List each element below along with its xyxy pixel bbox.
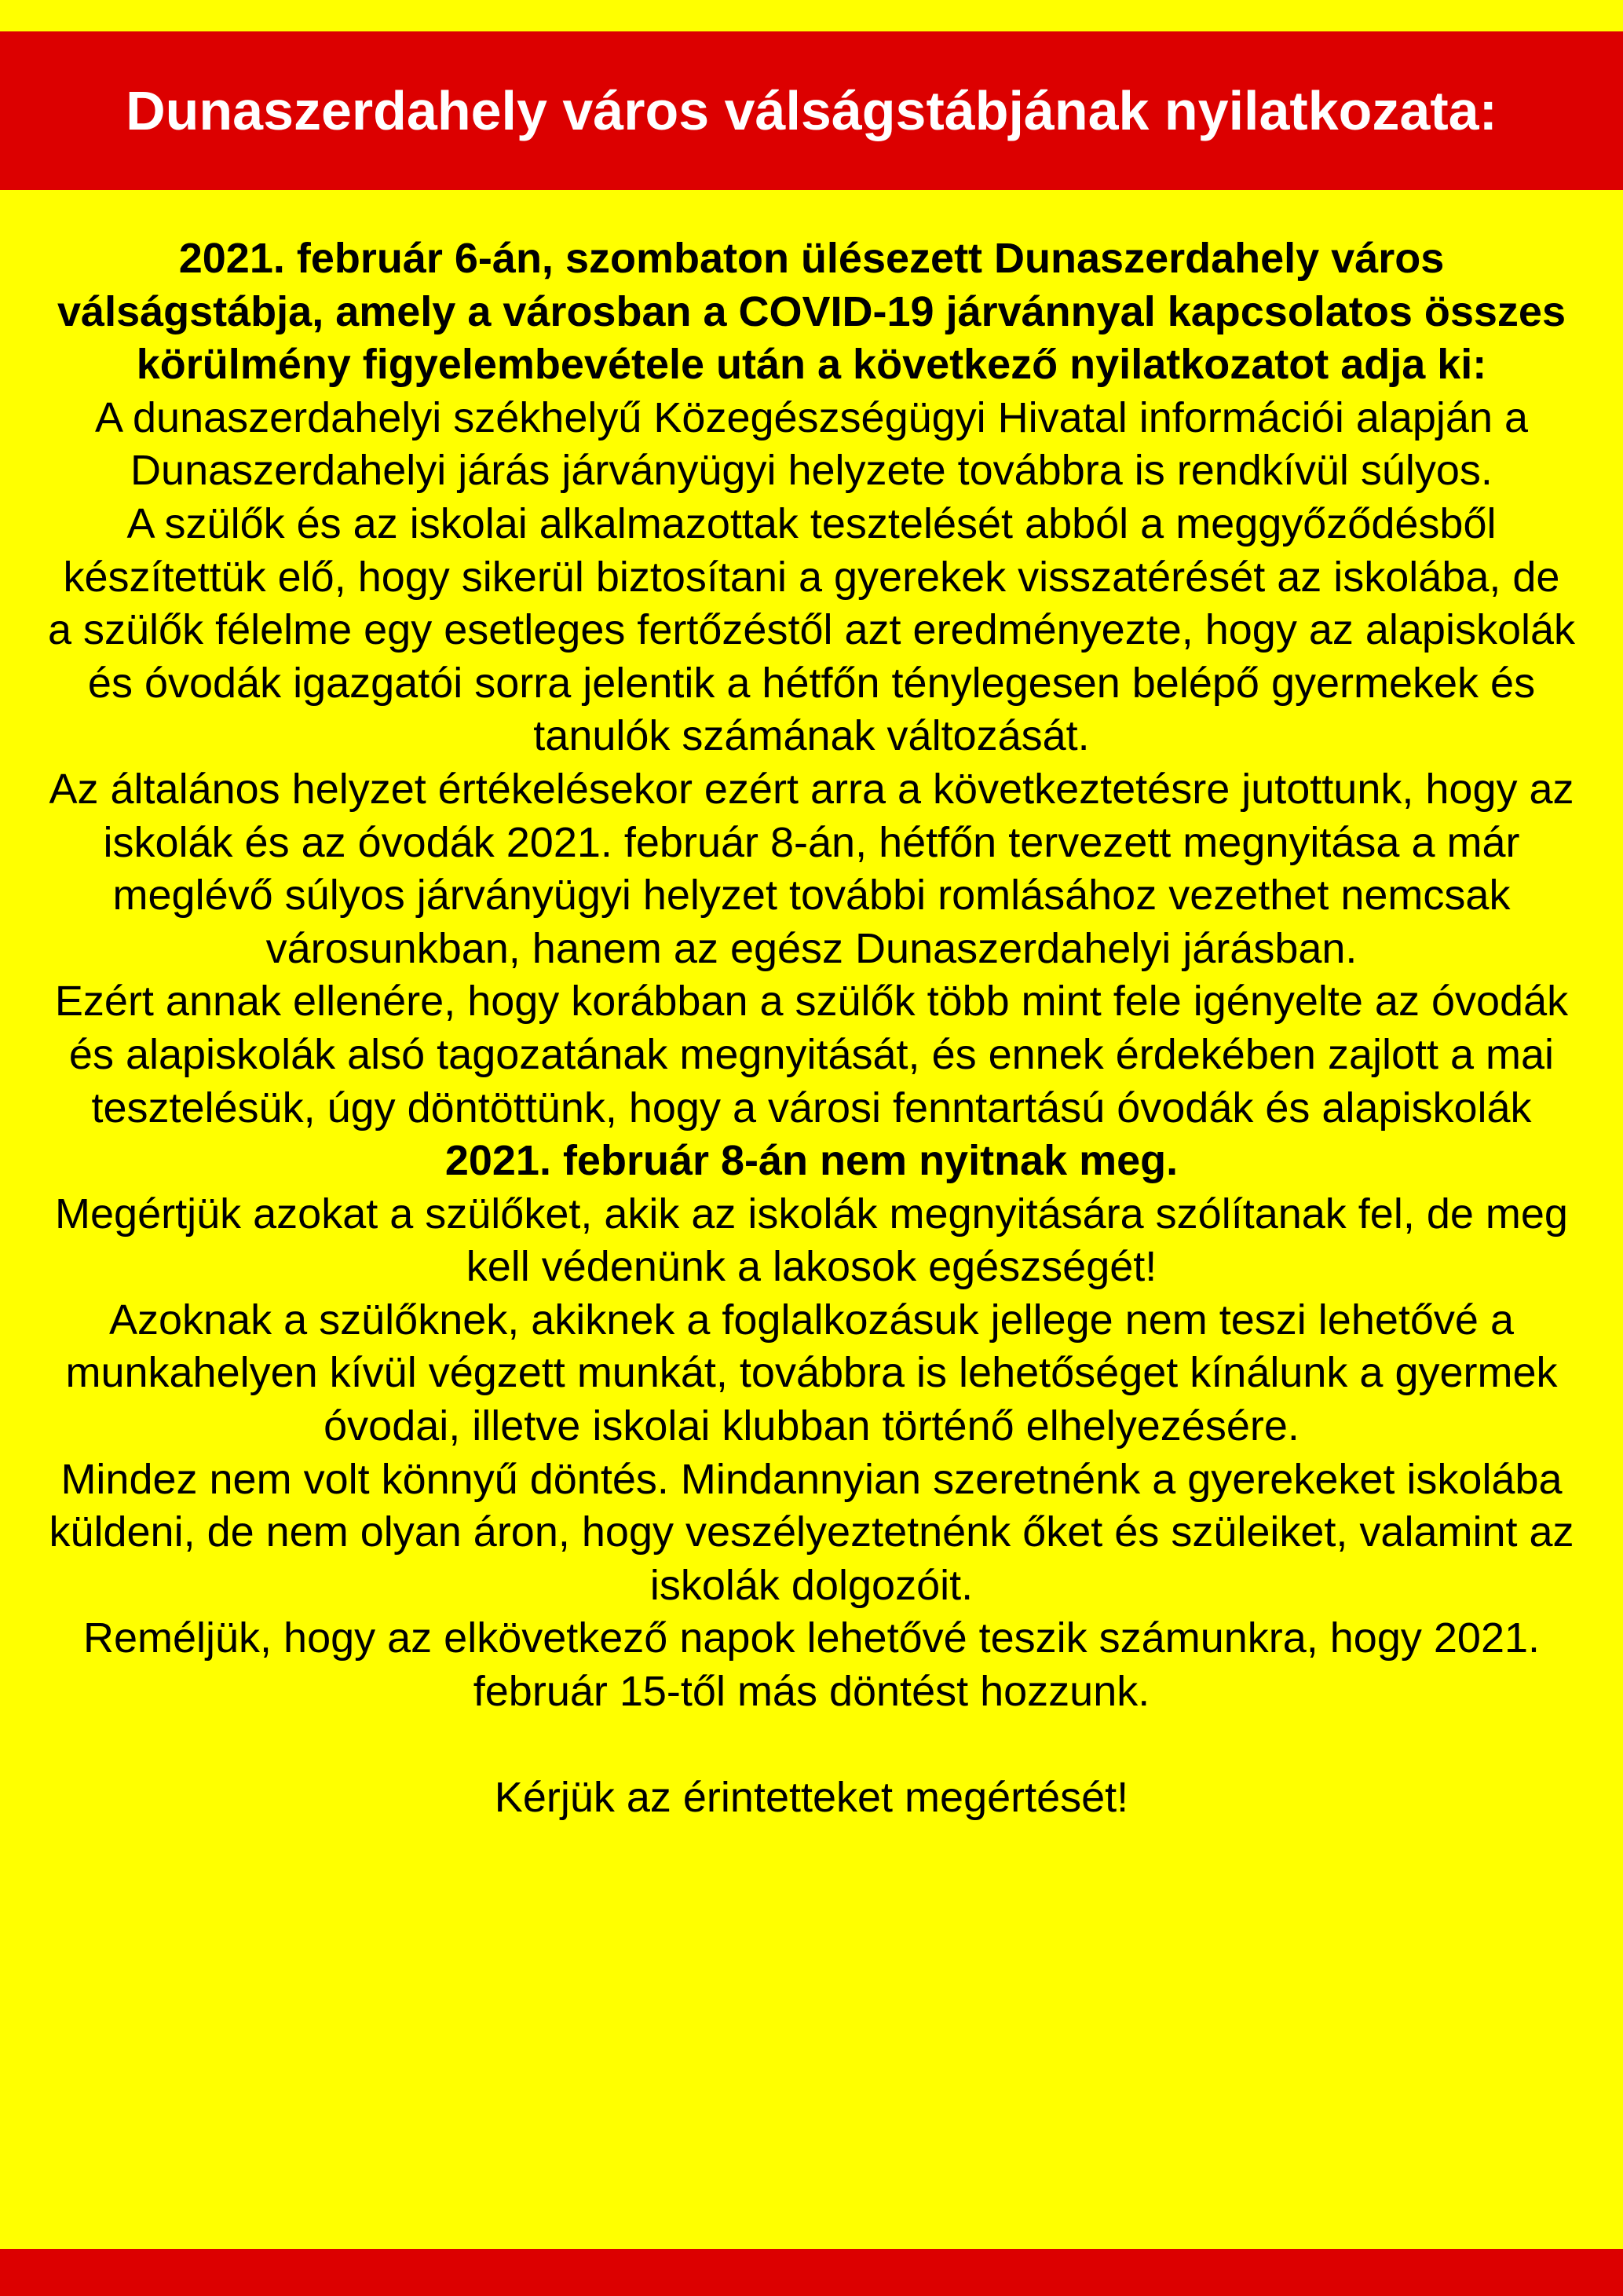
paragraph-club-offer: Azoknak a szülőknek, akiknek a foglalkozásuk jellege nem teszi lehetővé a munkahelyen kívül végzett munkát, továbbra is lehetőséget kínálunk a gyermek óvodai, illetve iskolai klubban történő elhelyezésére. — [65, 1296, 1558, 1450]
page-title: Dunaszerdahely város válságstábjának nyilatkozata: — [126, 80, 1497, 141]
header-banner — [0, 31, 1623, 190]
decision-bold-text: 2021. február 8-án nem nyitnak meg. — [444, 1137, 1179, 1185]
paragraph-situation: A dunaszerdahelyi székhelyű Közegészségügyi Hivatal információi alapján a Dunaszerdahelyi járás járványügyi helyzete továbbra is rendkívül súlyos. — [94, 393, 1529, 495]
footer-banner — [0, 2249, 1623, 2296]
statement-body — [47, 232, 1576, 1824]
decision-text: Ezért annak ellenére, hogy korábban a szülők több mint fele igényelte az óvodák és alapiskolák alsó tagozatának megnyitását, és ennek érdekében zajlott a mai tesztelésük, úgy döntöttünk, hogy a városi fenntartású óvodák és alapiskolák — [54, 978, 1569, 1132]
closing-line: Kérjük az érintetteket megértését! — [494, 1773, 1129, 1821]
paragraph-hope: Reméljük, hogy az elkövetkező napok lehetővé teszik számunkra, hogy 2021. február 15-től más döntést hozzunk. — [82, 1614, 1541, 1716]
intro-paragraph: 2021. február 6-án, szombaton ülésezett Dunaszerdahely város válságstábja, amely a városban a COVID-19 járvánnyal kapcsolatos összes körülmény figyelembevétele után a következő nyilatkozatot adja ki: — [57, 235, 1566, 389]
paragraph-understanding: Megértjük azokat a szülőket, akik az iskolák megnyitására szólítanak fel, de meg kell védenünk a lakosok egészségét! — [55, 1190, 1568, 1291]
paragraph-difficult-decision: Mindez nem volt könnyű döntés. Mindannyian szeretnénk a gyerekeket iskolába küldeni, de nem olyan áron, hogy veszélyeztetnénk őket és szüleiket, valamint az iskolák dolgozóit. — [49, 1455, 1574, 1609]
paragraph-decision — [47, 975, 1576, 1187]
paragraph-testing: A szülők és az iskolai alkalmazottak tesztelését abból a meggyőződésből készítettük elő, hogy sikerül biztosítani a gyerekek visszatérését az iskolába, de a szülők félelme egy esetleges fertőzéstől azt eredményezte, hogy az alapiskolák és óvodák igazgatói sorra jelentik a hétfőn ténylegesen belépő gyermekek és tanulók számának változását. — [47, 499, 1576, 760]
paragraph-assessment: Az általános helyzet értékelésekor ezért arra a következtetésre jutottunk, hogy az iskolák és az óvodák 2021. február 8-án, hétfőn tervezett megnyitása a már meglévő súlyos járványügyi helyzet további romlásához vezethet nemcsak városunkban, hanem az egész Dunaszerdahelyi járásban. — [49, 765, 1574, 972]
